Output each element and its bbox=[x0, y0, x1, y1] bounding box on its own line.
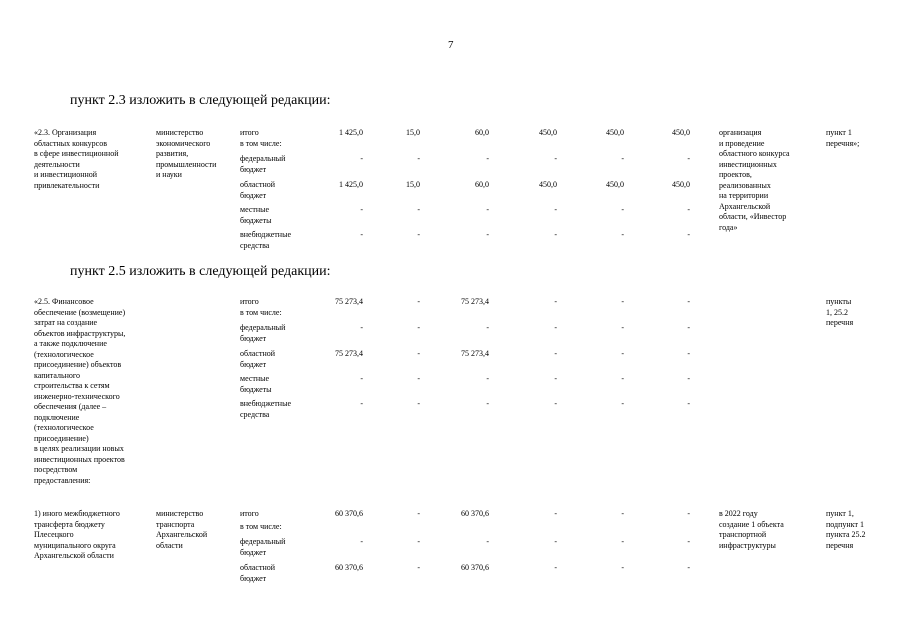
funding-value: - bbox=[621, 154, 624, 163]
funding-value: 60 370,6 bbox=[461, 563, 489, 572]
funding-source-label: областной бюджет bbox=[240, 349, 276, 369]
funding-value: - bbox=[417, 349, 420, 358]
funding-source-label: итого в том числе: bbox=[240, 128, 282, 148]
section-heading: пункт 2.3 изложить в следующей редакции: bbox=[70, 93, 331, 108]
funding-value: 75 273,4 bbox=[335, 349, 363, 358]
section-heading: пункт 2.5 изложить в следующей редакции: bbox=[70, 264, 331, 279]
funding-value: - bbox=[486, 230, 489, 239]
page-number: 7 bbox=[448, 39, 454, 51]
funding-value: - bbox=[554, 399, 557, 408]
funding-value: 60 370,6 bbox=[335, 509, 363, 518]
funding-value: - bbox=[687, 230, 690, 239]
expected-result: организация и проведение областного конкурса инвестиционных проектов, реализованных на территории Архангельской области, «Инвестор года» bbox=[719, 128, 790, 232]
funding-source-label: федеральный бюджет bbox=[240, 154, 286, 174]
funding-value: 75 273,4 bbox=[335, 297, 363, 306]
funding-value: - bbox=[687, 323, 690, 332]
funding-value: 1 425,0 bbox=[339, 128, 363, 137]
funding-value: - bbox=[687, 154, 690, 163]
funding-value: - bbox=[417, 323, 420, 332]
funding-value: - bbox=[360, 323, 363, 332]
executor: министерство экономического развития, промышленности и науки bbox=[156, 128, 217, 179]
funding-value: 450,0 bbox=[606, 180, 624, 189]
funding-value: - bbox=[417, 509, 420, 518]
funding-value: - bbox=[486, 374, 489, 383]
executor: министерство транспорта Архангельской области bbox=[156, 509, 208, 550]
funding-value: - bbox=[554, 349, 557, 358]
funding-value: - bbox=[554, 563, 557, 572]
funding-value: - bbox=[417, 230, 420, 239]
funding-value: - bbox=[621, 399, 624, 408]
funding-source-label: итого в том числе: bbox=[240, 297, 282, 317]
funding-value: - bbox=[621, 563, 624, 572]
funding-value: - bbox=[554, 205, 557, 214]
funding-source-label: местные бюджеты bbox=[240, 205, 272, 225]
funding-value: - bbox=[360, 154, 363, 163]
funding-value: - bbox=[621, 205, 624, 214]
funding-value: - bbox=[621, 323, 624, 332]
funding-value: - bbox=[554, 537, 557, 546]
funding-source-label: итого bbox=[240, 509, 259, 518]
funding-value: - bbox=[621, 374, 624, 383]
funding-value: 1 425,0 bbox=[339, 180, 363, 189]
funding-value: 450,0 bbox=[672, 180, 690, 189]
funding-value: 15,0 bbox=[406, 180, 420, 189]
funding-value: - bbox=[417, 537, 420, 546]
funding-value: - bbox=[360, 399, 363, 408]
program-link: пункты 1, 25.2 перечня bbox=[826, 297, 854, 327]
funding-value: - bbox=[687, 297, 690, 306]
funding-value: - bbox=[417, 563, 420, 572]
funding-value: - bbox=[554, 230, 557, 239]
funding-value: - bbox=[417, 374, 420, 383]
funding-value: 60 370,6 bbox=[461, 509, 489, 518]
funding-value: - bbox=[360, 205, 363, 214]
funding-value: 450,0 bbox=[672, 128, 690, 137]
funding-source-label: федеральный бюджет bbox=[240, 323, 286, 343]
expected-result: в 2022 году создание 1 объекта транспортной инфраструктуры bbox=[719, 509, 784, 550]
funding-value: 75 273,4 bbox=[461, 297, 489, 306]
funding-value: - bbox=[687, 563, 690, 572]
funding-value: - bbox=[687, 374, 690, 383]
funding-value: 450,0 bbox=[539, 180, 557, 189]
funding-value: - bbox=[621, 297, 624, 306]
funding-source-label: внебюджетные средства bbox=[240, 399, 291, 419]
measure-name: «2.5. Финансовое обеспечение (возмещение) затрат на создание объектов инфраструктуры, а также подключение (технологическое присоединение) объектов капитального строительства к сетям инженерно-технического обеспечения (далее – подключение (технологическое присоединение) в целях реализации новых инвестиционных проектов посредством предоставления: bbox=[34, 297, 126, 485]
funding-value: - bbox=[687, 349, 690, 358]
funding-value: - bbox=[417, 205, 420, 214]
funding-value: - bbox=[417, 399, 420, 408]
funding-value: - bbox=[486, 323, 489, 332]
funding-value: 450,0 bbox=[606, 128, 624, 137]
funding-value: - bbox=[486, 154, 489, 163]
funding-value: - bbox=[621, 537, 624, 546]
funding-value: 60,0 bbox=[475, 128, 489, 137]
funding-value: - bbox=[621, 230, 624, 239]
funding-value: - bbox=[621, 509, 624, 518]
measure-name: 1) иного межбюджетного трансферта бюджету Плесецкого муниципального округа Архангельской области bbox=[34, 509, 120, 560]
funding-source-label: областной бюджет bbox=[240, 180, 276, 200]
funding-source-label: внебюджетные средства bbox=[240, 230, 291, 250]
program-link: пункт 1 перечня»; bbox=[826, 128, 860, 148]
funding-value: - bbox=[687, 537, 690, 546]
funding-source-label: в том числе: bbox=[240, 522, 282, 531]
funding-value: 450,0 bbox=[539, 128, 557, 137]
funding-value: - bbox=[687, 399, 690, 408]
funding-value: - bbox=[486, 205, 489, 214]
funding-source-label: федеральный бюджет bbox=[240, 537, 286, 557]
funding-value: - bbox=[417, 297, 420, 306]
funding-value: 60,0 bbox=[475, 180, 489, 189]
funding-value: - bbox=[360, 537, 363, 546]
funding-value: - bbox=[554, 509, 557, 518]
funding-value: 15,0 bbox=[406, 128, 420, 137]
funding-value: - bbox=[621, 349, 624, 358]
funding-value: - bbox=[554, 297, 557, 306]
funding-value: - bbox=[486, 537, 489, 546]
funding-value: - bbox=[687, 205, 690, 214]
funding-value: - bbox=[360, 230, 363, 239]
funding-value: - bbox=[554, 323, 557, 332]
funding-value: 75 273,4 bbox=[461, 349, 489, 358]
program-link: пункт 1, подпункт 1 пункта 25.2 перечня bbox=[826, 509, 866, 550]
funding-value: - bbox=[687, 509, 690, 518]
funding-source-label: областной бюджет bbox=[240, 563, 276, 583]
funding-source-label: местные бюджеты bbox=[240, 374, 272, 394]
funding-value: - bbox=[360, 374, 363, 383]
funding-value: - bbox=[554, 154, 557, 163]
funding-value: - bbox=[486, 399, 489, 408]
funding-value: - bbox=[554, 374, 557, 383]
funding-value: - bbox=[417, 154, 420, 163]
funding-value: 60 370,6 bbox=[335, 563, 363, 572]
measure-name: «2.3. Организация областных конкурсов в сфере инвестиционной деятельности и инвестиционной привлекательности bbox=[34, 128, 119, 190]
